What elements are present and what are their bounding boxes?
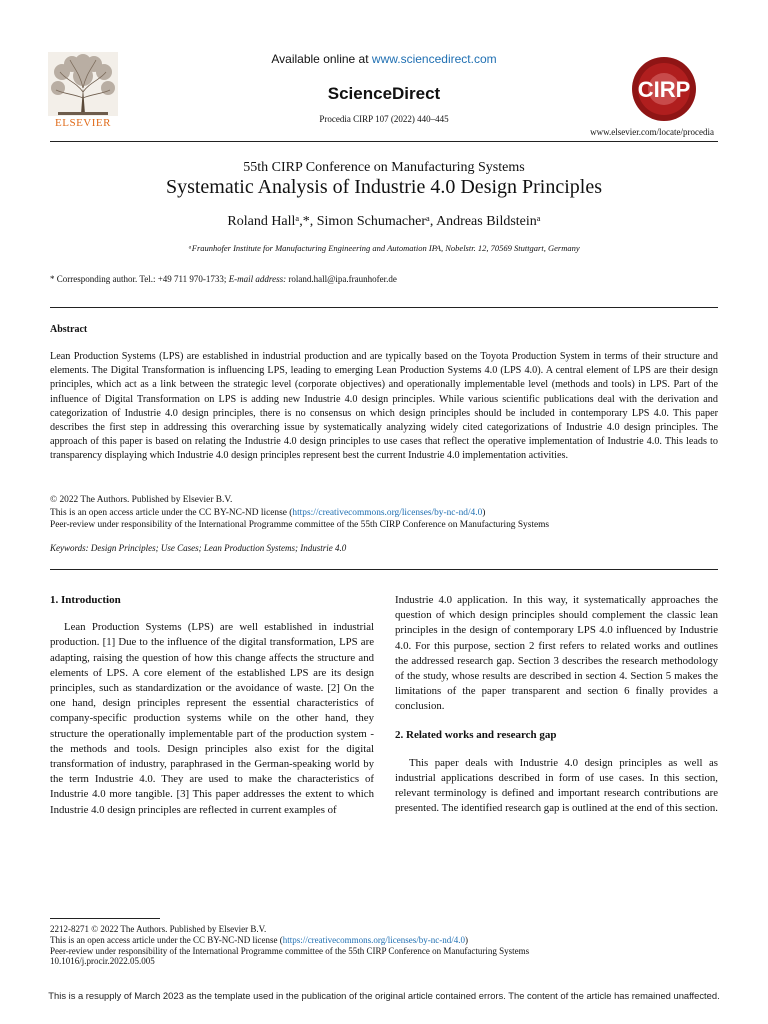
abstract-bottom-rule: [50, 569, 718, 570]
section-2-heading: 2. Related works and research gap: [395, 728, 557, 741]
peer-review-line: Peer-review under responsibility of the International Programme committee of the 55th CIRP Conference on Manufacturing Systems: [50, 520, 550, 530]
footnote-rule: [50, 918, 160, 919]
section-2-paragraph-1: This paper deals with Industrie 4.0 design principles as well as industrial applications described in form of use cases. In this section, relevant terminology is defined and important research contributions are presented. The identified research gap is outlined at the end of this section.: [395, 756, 719, 815]
abstract-text: Lean Production Systems (LPS) are established in industrial production and are typically based on the Toyota Production System in terms of their structure and elements. The Digital Transformation is influencing LPS, leading to emerging Lean Production Systems 4.0 (LPS 4.0). A central element of LPS are their design principles, which act as a link between the strategic level (corporate objectives) and operationally implementable level (methods and tools) in LPS. Part of the influence of Digital Transformation on LPS is adding new Industrie 4.0 design principles. While various scientific publications deal with the derivation and categorization of Industrie 4.0 design principles, there is no consensus on which design principles should be included in contemporary LPS 4.0. This paper describes the first step in addressing this overarching issue by systematically analyzing widely cited categorizations of Industrie 4.0 design principles. The approach of this paper is based on relating the Industrie 4.0 design principles to use cases that reflect the operative implementation of Industrie 4.0. This leads to transparency displaying which Industrie 4.0 design principles represent best the current Industrie 4.0 implementation activities.: [50, 351, 718, 462]
email-label: E-mail address:: [228, 274, 287, 284]
elsevier-wordmark: ELSEVIER: [55, 117, 111, 129]
section-1-heading: 1. Introduction: [50, 594, 121, 606]
license-line: [50, 507, 718, 520]
footer-license-suffix: ): [464, 934, 468, 945]
journal-citation: Procedia CIRP 107 (2022) 440–445: [319, 114, 449, 124]
license-block: [50, 494, 718, 532]
paper-title: Systematic Analysis of Industrie 4.0 Design Principles: [165, 176, 603, 198]
right-column: [395, 593, 718, 817]
resupply-note: This is a resupply of March 2023 as the template used in the publication of the original article contained errors. The content of the article has remained unaffected.: [48, 990, 720, 1001]
corresponding-prefix: * Corresponding author. Tel.: +49 711 970-1733;: [50, 274, 229, 284]
abstract-heading: Abstract: [50, 324, 88, 335]
cirp-logo: [614, 54, 714, 124]
left-column: [50, 593, 374, 818]
section-1-paragraph-1: Lean Production Systems (LPS) are well established in industrial production. [1] Due to the influence of the digital transformation, LPS are adapting, raising the question of how this change affects the structure and elements of LPS. A core element of the established LPS are its design principles, such as standardization or the avoidance of waste. [2] On the one hand, design principles represent the essential characteristics of company-specific production systems while on the other hand, they structure the operationally implementable part of the production system - the methods and tools. Design principles also exist for the digital transformation of industry, paraphrased in the German-speaking world by the term Industrie 4.0. They are used to make the characteristics of Industrie 4.0 more tangible. [3] This paper addresses the extent to which Industrie 4.0 design principles are reflected in current examples of: [50, 621, 374, 816]
footer-issn: 2212-8271 © 2022 The Authors. Published by Elsevier B.V.: [50, 924, 267, 934]
affiliation: ᵃFraunhofer Institute for Manufacturing Engineering and Automation IPA, Nobelstr. 12, 70569 Stuttgart, Germany: [188, 243, 580, 253]
sciencedirect-link[interactable]: www.sciencedirect.com: [371, 52, 497, 66]
corresponding-author: [50, 274, 397, 284]
license-link[interactable]: https://creativecommons.org/licenses/by-nc-nd/4.0: [292, 507, 483, 518]
keywords: Keywords: Design Principles; Use Cases; Lean Production Systems; Industrie 4.0: [50, 543, 347, 553]
elsevier-url[interactable]: www.elsevier.com/locate/procedia: [590, 127, 714, 137]
conference-name: 55th CIRP Conference on Manufacturing Systems: [243, 160, 525, 175]
cirp-logo-text: CIRP: [637, 77, 691, 102]
footer-license-prefix: This is an open access article under the CC BY-NC-ND license (: [50, 934, 283, 945]
copyright-line: © 2022 The Authors. Published by Elsevier B.V.: [50, 495, 233, 505]
footer-notes: [50, 924, 529, 967]
email-value: roland.hall@ipa.fraunhofer.de: [286, 274, 397, 284]
license-suffix: ): [482, 507, 486, 518]
header-rule: [50, 141, 718, 142]
footer-license: [50, 935, 529, 946]
available-prefix: Available online at: [271, 52, 372, 66]
section-1-paragraph-2: Industrie 4.0 application. In this way, it systematically approaches the question of which design principles should complement the classic lean principles in the design of contemporary LPS 4.0 influenced by Industrie 4.0. For this purpose, section 2 first refers to related works and outlines the addressed research gap. Section 3 describes the research methodology of the study, whose results are described in section 4. Section 5 makes the limitations of the paper transparent and section 6 finally provides a conclusion.: [395, 594, 718, 713]
footer-doi: 10.1016/j.procir.2022.05.005: [50, 956, 155, 967]
footer-peer-review: Peer-review under responsibility of the International Programme committee of the 55th CIRP Conference on Manufacturing Systems: [50, 945, 530, 956]
license-prefix: This is an open access article under the CC BY-NC-ND license (: [50, 507, 293, 518]
abstract-top-rule: [50, 307, 718, 308]
footer-license-link[interactable]: https://creativecommons.org/licenses/by-nc-nd/4.0: [282, 934, 465, 945]
sciencedirect-brand: ScienceDirect: [327, 84, 441, 103]
author-list: Roland Hallᵃ,*, Simon Schumacherᵃ, Andreas Bildsteinᵃ: [227, 214, 541, 229]
